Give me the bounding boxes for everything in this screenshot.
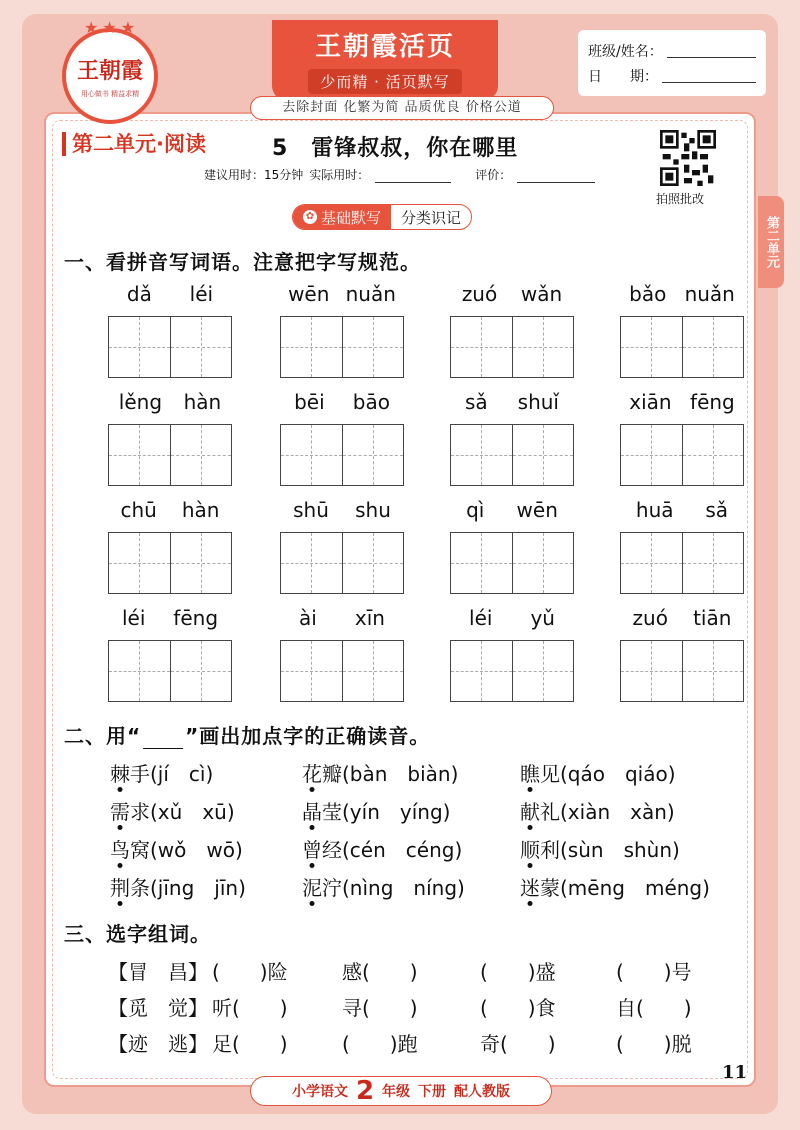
- character-box[interactable]: [451, 317, 513, 377]
- character-box[interactable]: [343, 533, 404, 593]
- pinyin-text: [280, 606, 404, 636]
- word-char: 泞: [322, 876, 342, 900]
- pinyin-syllable: chū: [120, 498, 157, 522]
- character-box[interactable]: [109, 533, 171, 593]
- pinyin-syllable: wēn: [288, 282, 330, 306]
- choice-pair: 【觅 觉】: [108, 996, 208, 1020]
- pinyin-options: (bàn biàn): [342, 762, 459, 786]
- pinyin-syllable: dǎ: [126, 282, 152, 306]
- footer-term: 下册: [418, 1084, 447, 1100]
- pinyin-syllable: fēng: [173, 606, 219, 630]
- reading-item[interactable]: [520, 834, 680, 863]
- pinyin-syllable: nuǎn: [684, 282, 735, 306]
- pinyin-row: [108, 606, 748, 706]
- reading-item[interactable]: [302, 834, 462, 863]
- reading-item[interactable]: [110, 758, 213, 787]
- header-banner: [272, 20, 498, 100]
- pinyin-row: [108, 282, 748, 382]
- word-char: 利: [540, 838, 560, 862]
- pinyin-syllable: qì: [466, 498, 485, 522]
- writing-boxes: [620, 640, 744, 702]
- evaluation-field[interactable]: [517, 171, 595, 183]
- pinyin-text: [450, 282, 574, 312]
- pill-primary: ✿ 基础默写: [293, 205, 391, 229]
- pinyin-syllable: nuǎn: [345, 282, 396, 306]
- character-box[interactable]: [281, 317, 343, 377]
- word-char: 莹: [322, 800, 342, 824]
- word-char: 瓣: [322, 762, 342, 786]
- banner-subtitle: 少而精 · 活页默写: [308, 69, 461, 94]
- reading-line: [110, 758, 750, 792]
- writing-boxes: [450, 316, 574, 378]
- character-box[interactable]: [109, 425, 171, 485]
- word-char: 花: [302, 762, 322, 786]
- pinyin-options: (xǔ xū): [150, 800, 235, 824]
- pinyin-word: [620, 390, 744, 486]
- reading-item[interactable]: [302, 796, 450, 825]
- pinyin-word: [280, 606, 404, 702]
- section-pill: [292, 204, 472, 230]
- word-char: 迷: [520, 876, 540, 900]
- evaluation-label: 评价：: [475, 168, 512, 182]
- reading-item[interactable]: [520, 758, 676, 787]
- pinyin-syllable: huā: [635, 498, 674, 522]
- unit-side-tab: 第二单元: [758, 196, 784, 288]
- choice-pair: 【迹 逃】: [108, 1032, 208, 1056]
- word-char: 条: [130, 876, 150, 900]
- character-box[interactable]: [451, 641, 513, 701]
- pinyin-options: (xiàn xàn): [560, 800, 675, 824]
- character-box[interactable]: [683, 641, 744, 701]
- word-blank[interactable]: 寻( ): [342, 996, 418, 1020]
- reading-item[interactable]: [302, 872, 465, 901]
- pinyin-syllable: hàn: [183, 390, 222, 414]
- badge-icon: ✿: [303, 210, 317, 224]
- lesson-title: 5 雷锋叔叔，你在哪里: [272, 136, 519, 161]
- page-number: 11: [722, 1062, 748, 1083]
- word-blank[interactable]: ( )脱: [616, 1032, 692, 1056]
- pinyin-options: (sùn shùn): [560, 838, 680, 862]
- word-blank[interactable]: 奇( ): [480, 1032, 556, 1056]
- pinyin-word: [108, 390, 232, 486]
- pinyin-syllable: zuó: [632, 606, 668, 630]
- pinyin-word: [280, 282, 404, 378]
- writing-boxes: [620, 532, 744, 594]
- pinyin-syllable: bāo: [352, 390, 390, 414]
- character-box[interactable]: [513, 641, 574, 701]
- pinyin-text: [450, 498, 574, 528]
- footer-bar: [250, 1076, 552, 1106]
- character-box[interactable]: [171, 533, 232, 593]
- section1-title: 一、看拼音写词语。注意把字写规范。: [64, 250, 421, 274]
- section2-title: 二、用“ ”画出加点字的正确读音。: [64, 724, 431, 748]
- word-char: 泥: [302, 876, 322, 900]
- pinyin-syllable: xīn: [354, 606, 385, 630]
- pinyin-syllable: xiān: [629, 390, 672, 414]
- word-char: 见: [540, 762, 560, 786]
- word-blank[interactable]: 感( ): [342, 960, 418, 984]
- pinyin-row: [108, 390, 748, 490]
- pinyin-word: [620, 606, 744, 702]
- brand-logo: [62, 18, 158, 124]
- word-char: 蒙: [540, 876, 560, 900]
- word-char: 荆: [110, 876, 130, 900]
- writing-boxes: [108, 316, 232, 378]
- word-choice-row: [108, 1028, 748, 1062]
- pinyin-options: (jīng jīn): [150, 876, 246, 900]
- footer-grade-number: 2: [355, 1076, 375, 1106]
- pinyin-syllable: lěng: [118, 390, 163, 414]
- word-char: 晶: [302, 800, 322, 824]
- pinyin-syllable: ài: [299, 606, 317, 630]
- pinyin-options: (nìng níng): [342, 876, 465, 900]
- character-box[interactable]: [171, 641, 232, 701]
- word-blank[interactable]: ( )食: [480, 996, 556, 1020]
- writing-boxes: [620, 424, 744, 486]
- pinyin-word: [450, 282, 574, 378]
- pill-secondary: 分类识记: [401, 208, 462, 227]
- pinyin-syllable: léi: [121, 606, 146, 630]
- pinyin-options: (cén céng): [342, 838, 463, 862]
- pinyin-text: [450, 390, 574, 420]
- character-box[interactable]: [281, 641, 343, 701]
- pinyin-text: [108, 282, 232, 312]
- word-blank[interactable]: 足( ): [212, 1032, 288, 1056]
- character-box[interactable]: [343, 425, 404, 485]
- character-box[interactable]: [621, 533, 683, 593]
- pinyin-text: [108, 498, 232, 528]
- pinyin-syllable: sǎ: [705, 498, 729, 522]
- character-box[interactable]: [621, 425, 683, 485]
- word-char: 手: [130, 762, 150, 786]
- pinyin-text: [108, 390, 232, 420]
- date-label: 日 期：: [588, 68, 658, 85]
- word-blank[interactable]: ( )跑: [342, 1032, 418, 1056]
- pinyin-word: [280, 390, 404, 486]
- pinyin-options: (mēng méng): [560, 876, 710, 900]
- pinyin-syllable: tiān: [693, 606, 732, 630]
- suggested-time: 建议用时：15分钟: [204, 168, 304, 182]
- writing-boxes: [620, 316, 744, 378]
- student-info-box: [578, 30, 766, 96]
- reading-item[interactable]: [302, 758, 458, 787]
- character-box[interactable]: [109, 641, 171, 701]
- logo-subtitle: 用心做书 精益求精: [80, 89, 140, 98]
- character-box[interactable]: [621, 317, 683, 377]
- pinyin-word: [450, 606, 574, 702]
- writing-boxes: [450, 532, 574, 594]
- word-choice-row: [108, 956, 748, 990]
- writing-boxes: [108, 424, 232, 486]
- character-box[interactable]: [683, 425, 744, 485]
- reading-item[interactable]: [110, 872, 246, 901]
- character-box[interactable]: [451, 425, 513, 485]
- actual-time-label: 实际用时：: [309, 168, 370, 182]
- word-char: 需: [110, 800, 130, 824]
- pinyin-text: [280, 390, 404, 420]
- pinyin-syllable: bǎo: [629, 282, 667, 306]
- pinyin-options: (wǒ wō): [150, 838, 243, 862]
- unit-title: 第二单元·阅读: [62, 132, 206, 156]
- reading-item[interactable]: [520, 872, 710, 901]
- pinyin-word: [450, 390, 574, 486]
- pinyin-syllable: wǎn: [520, 282, 563, 306]
- pinyin-word: [620, 498, 744, 594]
- pinyin-options: (yín yíng): [342, 800, 451, 824]
- character-box[interactable]: [281, 533, 343, 593]
- word-char: 棘: [110, 762, 130, 786]
- character-box[interactable]: [281, 425, 343, 485]
- banner-title: 王朝霞活页: [314, 32, 455, 62]
- timing-row: [204, 166, 595, 183]
- writing-boxes: [450, 640, 574, 702]
- word-choice-row: [108, 992, 748, 1026]
- character-box[interactable]: [683, 317, 744, 377]
- word-blank[interactable]: ( )险: [212, 960, 288, 984]
- writing-boxes: [450, 424, 574, 486]
- word-char: 窝: [130, 838, 150, 862]
- pinyin-syllable: fēng: [690, 390, 735, 414]
- pinyin-text: [620, 606, 744, 636]
- reading-line: [110, 834, 750, 868]
- pinyin-syllable: bēi: [294, 390, 325, 414]
- pinyin-text: [280, 282, 404, 312]
- underline-sample: [143, 733, 183, 749]
- pinyin-text: [620, 282, 744, 312]
- footer-grade: 年级: [382, 1084, 411, 1100]
- writing-boxes: [280, 316, 404, 378]
- word-blank[interactable]: 自( ): [616, 996, 692, 1020]
- character-box[interactable]: [343, 641, 404, 701]
- pinyin-syllable: yǔ: [530, 606, 555, 630]
- pinyin-options: (jí cì): [150, 762, 214, 786]
- date-field[interactable]: [662, 69, 756, 83]
- writing-boxes: [280, 424, 404, 486]
- writing-boxes: [108, 640, 232, 702]
- pinyin-row: [108, 498, 748, 598]
- pinyin-syllable: léi: [189, 282, 214, 306]
- pinyin-syllable: sǎ: [464, 390, 488, 414]
- pinyin-word: [108, 606, 232, 702]
- pinyin-text: [620, 390, 744, 420]
- actual-time-field[interactable]: [375, 171, 451, 183]
- character-box[interactable]: [513, 425, 574, 485]
- word-char: 顺: [520, 838, 540, 862]
- reading-item[interactable]: [110, 796, 235, 825]
- class-name-field[interactable]: [667, 44, 756, 58]
- pinyin-text: [280, 498, 404, 528]
- pinyin-syllable: shuǐ: [517, 390, 559, 414]
- character-box[interactable]: [513, 317, 574, 377]
- character-box[interactable]: [513, 533, 574, 593]
- pinyin-text: [108, 606, 232, 636]
- word-char: 经: [322, 838, 342, 862]
- pinyin-options: (qáo qiáo): [560, 762, 676, 786]
- pinyin-syllable: wēn: [516, 498, 558, 522]
- reading-line: [110, 796, 750, 830]
- crown-icon: ★★★: [84, 18, 140, 37]
- reading-item[interactable]: [110, 834, 243, 863]
- character-box[interactable]: [451, 533, 513, 593]
- pinyin-syllable: shū: [293, 498, 329, 522]
- footer-edition: 配人教版: [454, 1084, 511, 1100]
- word-char: 求: [130, 800, 150, 824]
- writing-boxes: [280, 532, 404, 594]
- pinyin-word: [108, 282, 232, 378]
- word-char: 献: [520, 800, 540, 824]
- qr-label: 拍照批改: [656, 192, 705, 206]
- reading-item[interactable]: [520, 796, 675, 825]
- pinyin-syllable: shu: [355, 498, 391, 522]
- pinyin-text: [620, 498, 744, 528]
- character-box[interactable]: [343, 317, 404, 377]
- word-char: 曾: [302, 838, 322, 862]
- logo-title: 王朝霞: [76, 57, 143, 84]
- reading-line: [110, 872, 750, 906]
- slogan-bar: 去除封面 化繁为简 品质优良 价格公道: [250, 96, 554, 120]
- pinyin-word: [108, 498, 232, 594]
- writing-boxes: [280, 640, 404, 702]
- word-blank[interactable]: ( )号: [616, 960, 692, 984]
- footer-subject: 小学语文: [291, 1084, 348, 1100]
- section3-title: 三、选字组词。: [64, 922, 211, 946]
- pinyin-syllable: léi: [469, 606, 493, 630]
- class-name-label: 班级/姓名：: [588, 43, 663, 60]
- qr-code-icon[interactable]: [660, 130, 716, 186]
- character-box[interactable]: [109, 317, 171, 377]
- pinyin-word: [280, 498, 404, 594]
- character-box[interactable]: [621, 641, 683, 701]
- pinyin-syllable: hàn: [181, 498, 220, 522]
- pinyin-syllable: zuó: [461, 282, 498, 306]
- pinyin-word: [620, 282, 744, 378]
- word-char: 瞧: [520, 762, 540, 786]
- choice-pair: 【冒 昌】: [108, 960, 208, 984]
- pinyin-word: [450, 498, 574, 594]
- word-blank[interactable]: ( )盛: [480, 960, 556, 984]
- word-char: 鸟: [110, 838, 130, 862]
- character-box[interactable]: [171, 425, 232, 485]
- word-blank[interactable]: 听( ): [212, 996, 288, 1020]
- character-box[interactable]: [683, 533, 744, 593]
- writing-boxes: [108, 532, 232, 594]
- pinyin-text: [450, 606, 574, 636]
- word-char: 礼: [540, 800, 560, 824]
- character-box[interactable]: [171, 317, 232, 377]
